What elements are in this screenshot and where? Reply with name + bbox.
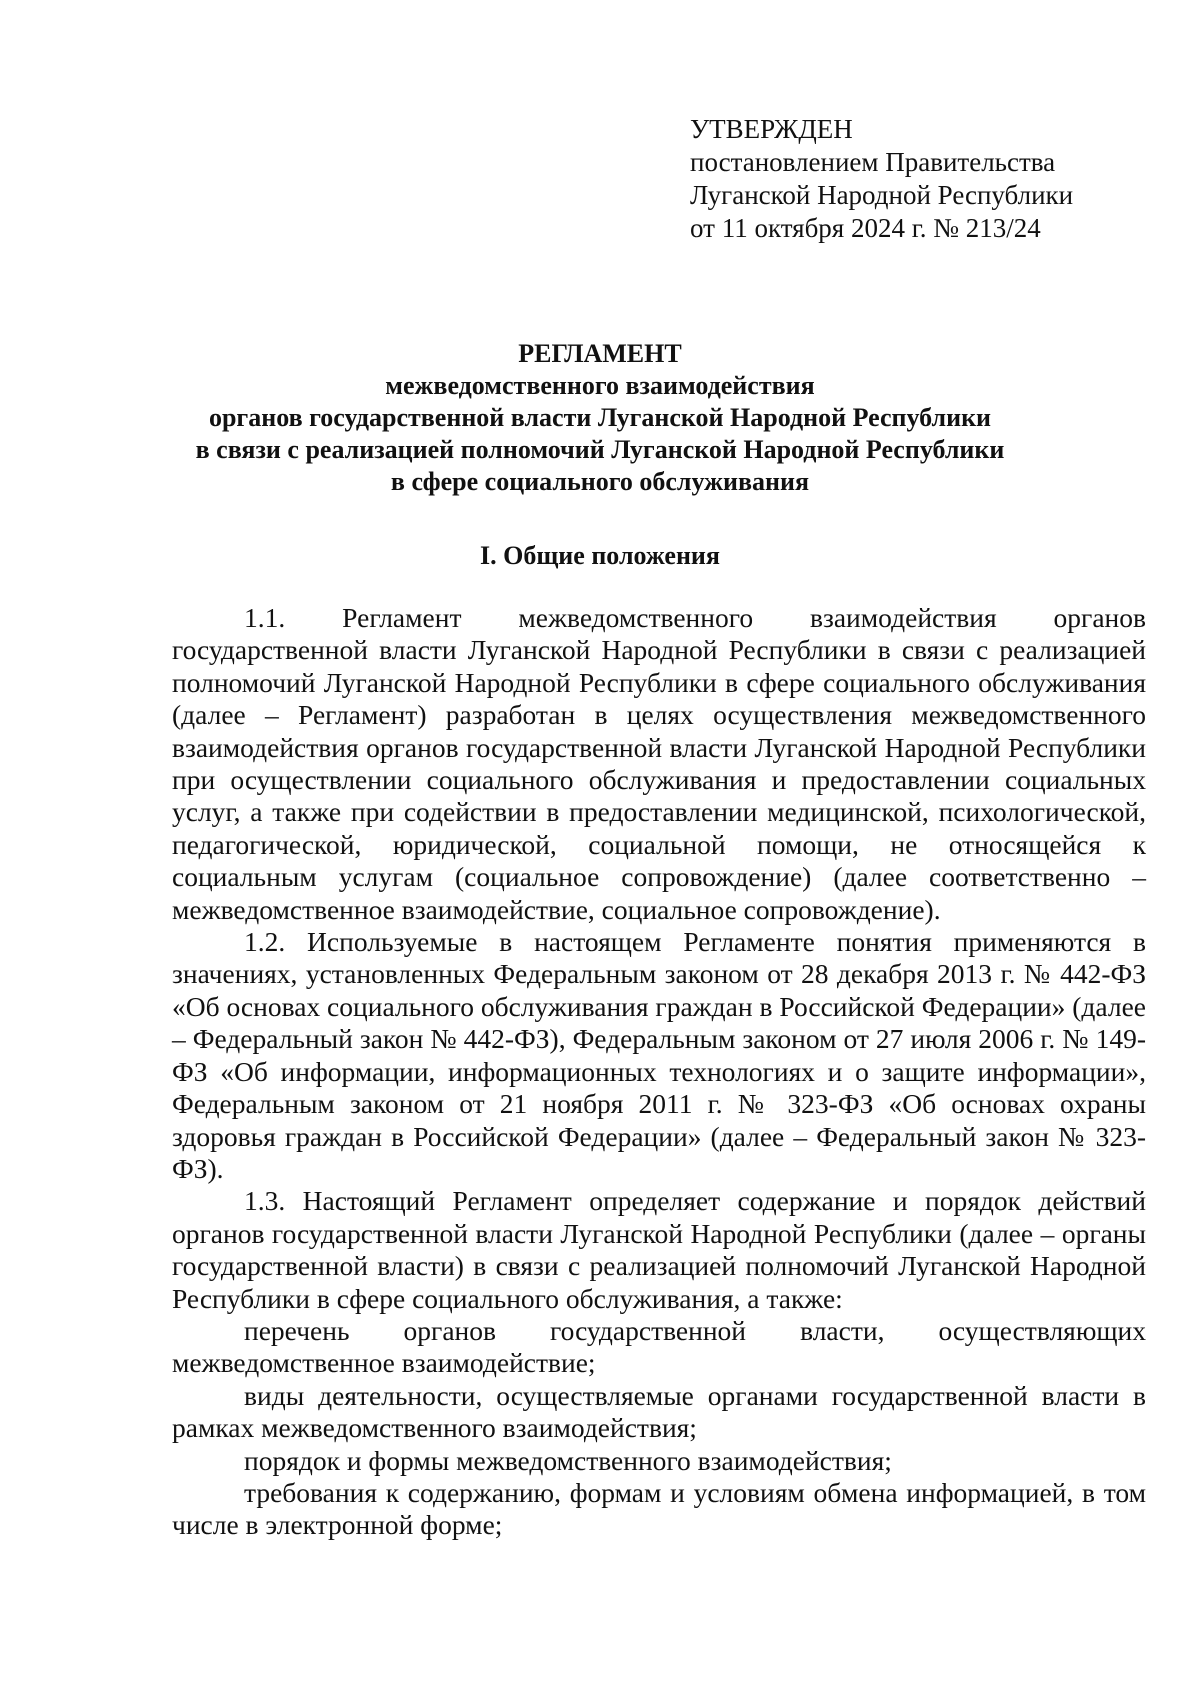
paragraph-1-2: 1.2. Используемые в настоящем Регламенте понятия применяются в значениях, установленных Федеральным законом от 28 декабря 2013 г. № 442-ФЗ «Об основах социального обслуживания граждан в Российской Федерации» (далее – Федеральный закон № 442-ФЗ), Федеральным законом от 27 июля 2006 г. № 149-ФЗ «Об информации, информационных технологиях и о защите информации», Федеральным законом от 21 ноября 2011 г. № 323-ФЗ «Об основах охраны здоровья граждан в Российской Федерации» (далее – Федеральный закон № 323-ФЗ).	[172, 926, 1146, 1184]
document-body	[172, 602, 1146, 1542]
list-item-procedure: порядок и формы межведомственного взаимодействия;	[244, 1444, 892, 1476]
title-line-4: в связи с реализацией полномочий Луганской Народной Республики	[195, 435, 1005, 464]
approval-heading: УТВЕРЖДЕН	[690, 114, 853, 144]
document-title	[160, 338, 1040, 498]
approval-decree-line: постановлением Правительства	[690, 147, 1056, 177]
list-item-agencies: перечень органов государственной власти, осуществляющих межведомственное взаимодействие;	[172, 1314, 1146, 1379]
list-item-requirements: требования к содержанию, формам и условиям обмена информацией, в том числе в электронной форме;	[172, 1476, 1146, 1541]
section-heading: I. Общие положения	[480, 541, 720, 570]
approval-stamp-block	[690, 113, 1073, 245]
title-line-5: в сфере социального обслуживания	[390, 467, 810, 496]
approval-authority-line: Луганской Народной Республики	[690, 180, 1074, 210]
title-line-1: РЕГЛАМЕНТ	[518, 339, 682, 368]
title-line-3: органов государственной власти Луганской Народной Республики	[208, 403, 992, 432]
list-item-activities: виды деятельности, осуществляемые органами государственной власти в рамках межведомственного взаимодействия;	[172, 1379, 1146, 1444]
approval-date-number-line: от 11 октября 2024 г. № 213/24	[690, 213, 1041, 243]
paragraph-1-3: 1.3. Настоящий Регламент определяет содержание и порядок действий органов государственной власти Луганской Народной Республики (далее – органы государственной власти) в связи с реализацией полномочий Луганской Народной Республики в сфере социального обслуживания, а также:	[172, 1185, 1146, 1314]
title-line-2: межведомственного взаимодействия	[385, 371, 815, 400]
paragraph-1-1: 1.1. Регламент межведомственного взаимодействия органов государственной власти Луганской Народной Республики в связи с реализацией полномочий Луганской Народной Республики в сфере социального обслуживания (далее – Регламент) разработан в целях осуществления межведомственного взаимодействия органов государственной власти Луганской Народной Республики при осуществлении социального обслуживания и предоставлении социальных услуг, а также при содействии в предоставлении медицинской, психологической, педагогической, юридической, социальной помощи, не относящейся к социальным услугам (социальное сопровождение) (далее соответственно – межведомственное взаимодействие, социальное сопровождение).	[172, 602, 1146, 925]
